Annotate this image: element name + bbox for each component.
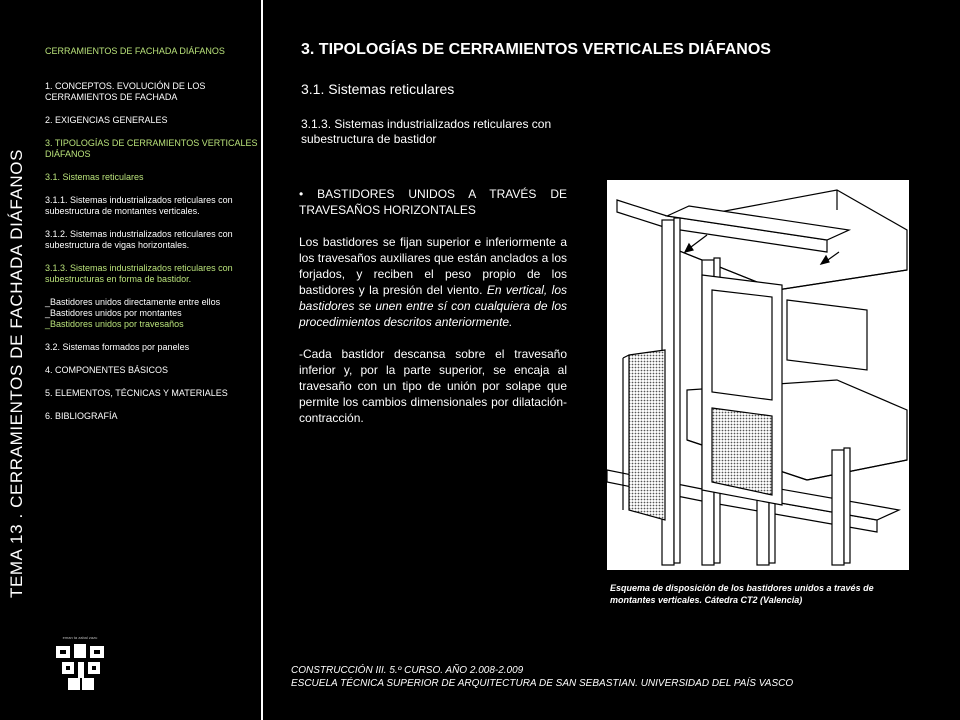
university-logo-icon <box>52 634 108 692</box>
footer-school: ESCUELA TÉCNICA SUPERIOR DE ARQUITECTURA DE SAN SEBASTIAN. UNIVERSIDAD DEL PAÍS VASCO <box>291 678 794 689</box>
construction-diagram-image <box>607 180 909 570</box>
subsection-title: 3.1.3. Sistemas industrializados reticulares con subestructura de bastidor <box>301 117 552 146</box>
paragraph-1 <box>299 234 567 330</box>
nav-item-bastidores-montantes[interactable]: _Bastidores unidos por montantes <box>45 308 182 318</box>
nav-item-3-1-3[interactable]: 3.1.3. Sistemas industrializados reticulares con subestructuras en forma de bastidor. <box>45 263 233 284</box>
sidebar-divider <box>261 0 263 720</box>
paragraph-1-normal: Los bastidores se fijan superior e inferiormente a los travesaños auxiliares que están anclados a los forjados, y reciben el peso propio de los bastidores y la presión del viento. <box>299 235 567 297</box>
paragraph-2: -Cada bastidor descansa sobre el travesaño inferior y, por la parte superior, se encaja al travesaño con un tipo de unión por solape que permite los cambios dimensionales por dilatación-contracción. <box>299 347 567 425</box>
body-text <box>299 186 567 442</box>
nav-item-paneles[interactable]: 3.2. Sistemas formados por paneles <box>45 342 190 352</box>
nav-item-conceptos[interactable]: 1. CONCEPTOS. EVOLUCIÓN DE LOS CERRAMIENTOS DE FACHADA <box>45 81 206 102</box>
section-subtitle: 3.1. Sistemas reticulares <box>301 81 455 97</box>
nav-item-bibliografia[interactable]: 6. BIBLIOGRAFÍA <box>45 411 118 421</box>
nav-item-sistemas-reticulares[interactable]: 3.1. Sistemas reticulares <box>45 172 144 182</box>
page-title: 3. TIPOLOGÍAS DE CERRAMIENTOS VERTICALES DIÁFANOS <box>301 41 771 58</box>
paragraph-1-italic: En vertical, los bastidores se unen entre sí con cualquiera de los procedimientos descritos anteriormente. <box>299 283 568 329</box>
nav-item-componentes[interactable]: 4. COMPONENTES BÁSICOS <box>45 365 169 375</box>
sidebar-nav <box>45 46 260 434</box>
vertical-course-title: TEMA 13 . CERRAMIENTOS DE FACHADA DIÁFANOS <box>7 148 26 598</box>
nav-item-exigencias[interactable]: 2. EXIGENCIAS GENERALES <box>45 115 168 125</box>
bullet-heading: • BASTIDORES UNIDOS A TRAVÉS DE TRAVESAÑOS HORIZONTALES <box>299 187 567 217</box>
nav-item-tipologias[interactable]: 3. TIPOLOGÍAS DE CERRAMIENTOS VERTICALES DIÁFANOS <box>45 138 258 159</box>
nav-item-bastidores-directos[interactable]: _Bastidores unidos directamente entre ellos <box>45 297 221 307</box>
figure-caption: Esquema de disposición de los bastidores unidos a través de montantes verticales. Cátedra CT2 (Valencia) <box>610 583 874 605</box>
nav-item-elementos[interactable]: 5. ELEMENTOS, TÉCNICAS Y MATERIALES <box>45 388 228 398</box>
nav-item-3-1-2[interactable]: 3.1.2. Sistemas industrializados reticulares con subestructura de vigas horizontales. <box>45 229 233 250</box>
sidebar-section-heading[interactable]: CERRAMIENTOS DE FACHADA DIÁFANOS <box>45 46 225 56</box>
footer <box>291 664 793 690</box>
logo-motto: eman ta zabal zazu <box>62 635 98 640</box>
nav-item-3-1-1[interactable]: 3.1.1. Sistemas industrializados reticulares con subestructura de montantes verticales. <box>45 195 233 216</box>
footer-course: CONSTRUCCIÓN III. 5.º CURSO. AÑO 2.008-2.009 <box>291 665 524 676</box>
nav-item-bastidores-travesanos[interactable]: _Bastidores unidos por travesaños <box>45 319 184 329</box>
